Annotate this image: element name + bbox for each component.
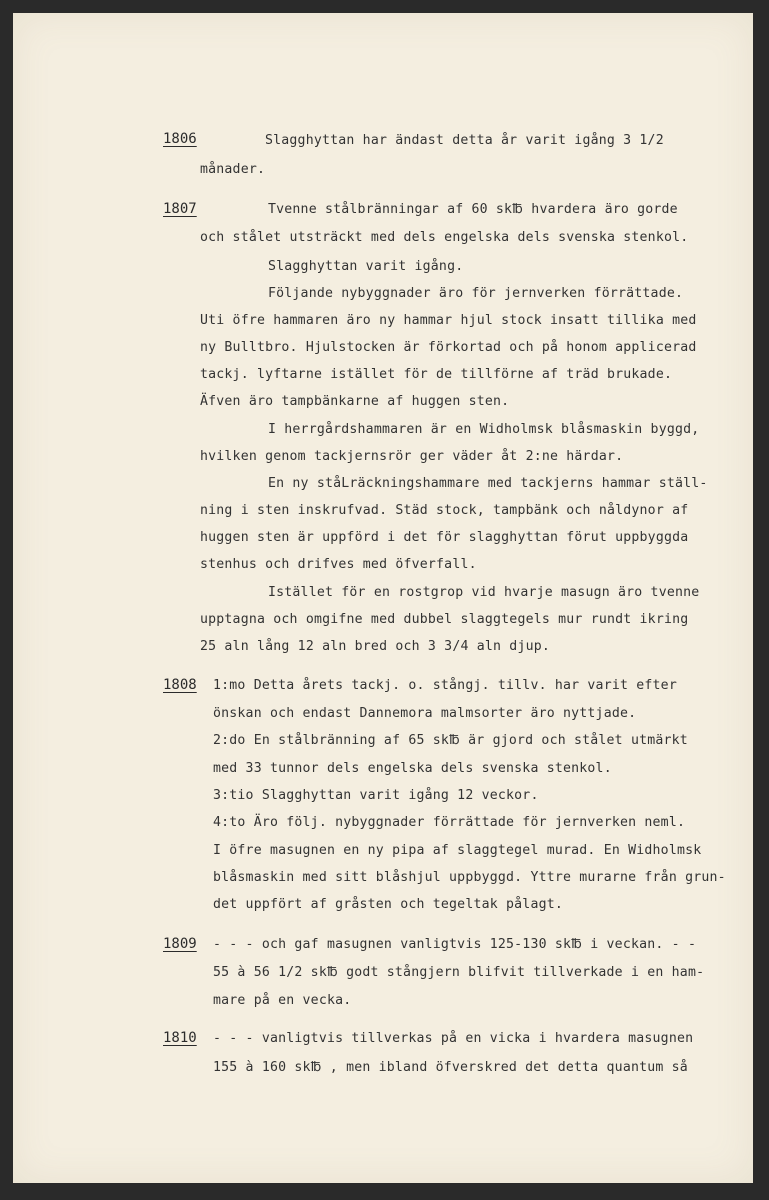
text-line: 155 à 160 sk℔ , men ibland öfverskred det detta quantum så <box>213 1060 688 1075</box>
text-line: 2:do En stålbränning af 65 sk℔ är gjord och stålet utmärkt <box>213 733 688 748</box>
text-line: 4:to Äro följ. nybyggnader förrättade för jernverken neml. <box>213 815 686 830</box>
document-page <box>13 13 753 1183</box>
text-line: - - - och gaf masugnen vanligtvis 125-130 sk℔ i veckan. - - <box>213 937 697 952</box>
text-line: mare på en vecka. <box>213 993 352 1008</box>
text-line: Uti öfre hammaren äro ny hammar hjul stock insatt tillika med <box>200 313 697 328</box>
text-line: och stålet utsträckt med dels engelska dels svenska stenkol. <box>200 230 689 245</box>
year-1809: 1809 <box>163 936 197 952</box>
text-line: Slagghyttan varit igång. <box>268 259 464 274</box>
text-line: med 33 tunnor dels engelska dels svenska stenkol. <box>213 761 612 776</box>
text-line: ny Bulltbro. Hjulstocken är förkortad och på honom applicerad <box>200 340 697 355</box>
text-line: 3:tio Slagghyttan varit igång 12 veckor. <box>213 788 539 803</box>
text-line: - - - vanligtvis tillverkas på en vicka i hvardera masugnen <box>213 1031 694 1046</box>
text-line: Tvenne stålbränningar af 60 sk℔ hvardera äro gorde <box>268 202 678 217</box>
text-line: Följande nybyggnader äro för jernverken förrättade. <box>268 286 684 301</box>
text-line: ning i sten inskrufvad. Städ stock, tampbänk och nåldynor af <box>200 503 689 518</box>
year-1808: 1808 <box>163 677 197 693</box>
text-line: 55 à 56 1/2 sk℔ godt stångjern blifvit tillverkade i en ham- <box>213 965 705 980</box>
text-line: det uppfört af gråsten och tegeltak pålagt. <box>213 897 564 912</box>
text-line: I herrgårdshammaren är en Widholmsk blåsmaskin byggd, <box>268 422 700 437</box>
text-line: 1:mo Detta årets tackj. o. stångj. tillv. har varit efter <box>213 678 677 693</box>
text-line: huggen sten är uppförd i det för slagghyttan förut uppbyggda <box>200 530 689 545</box>
text-line: I öfre masugnen en ny pipa af slaggtegel murad. En Widholmsk <box>213 843 702 858</box>
year-1807: 1807 <box>163 201 197 217</box>
text-line: blåsmaskin med sitt blåshjul uppbyggd. Yttre murarne från grun- <box>213 870 726 885</box>
text-line: önskan och endast Dannemora malmsorter äro nyttjade. <box>213 706 637 721</box>
year-1810: 1810 <box>163 1030 197 1046</box>
text-line: En ny ståLräckningshammare med tackjerns hammar ställ- <box>268 476 708 491</box>
year-1806: 1806 <box>163 131 197 147</box>
text-line: hvilken genom tackjernsrör ger väder åt 2:ne härdar. <box>200 449 624 464</box>
text-line: Slagghyttan har ändast detta år varit igång 3 1/2 <box>265 133 664 148</box>
text-line: Äfven äro tampbänkarne af huggen sten. <box>200 394 510 409</box>
text-line: tackj. lyftarne istället för de tillförne af träd brukade. <box>200 367 673 382</box>
text-line: stenhus och drifves med öfverfall. <box>200 557 477 572</box>
text-line: 25 aln lång 12 aln bred och 3 3/4 aln djup. <box>200 639 551 654</box>
text-line: månader. <box>200 162 266 177</box>
text-line: upptagna och omgifne med dubbel slaggtegels mur rundt ikring <box>200 612 689 627</box>
text-line: Istället för en rostgrop vid hvarje masugn äro tvenne <box>268 585 700 600</box>
